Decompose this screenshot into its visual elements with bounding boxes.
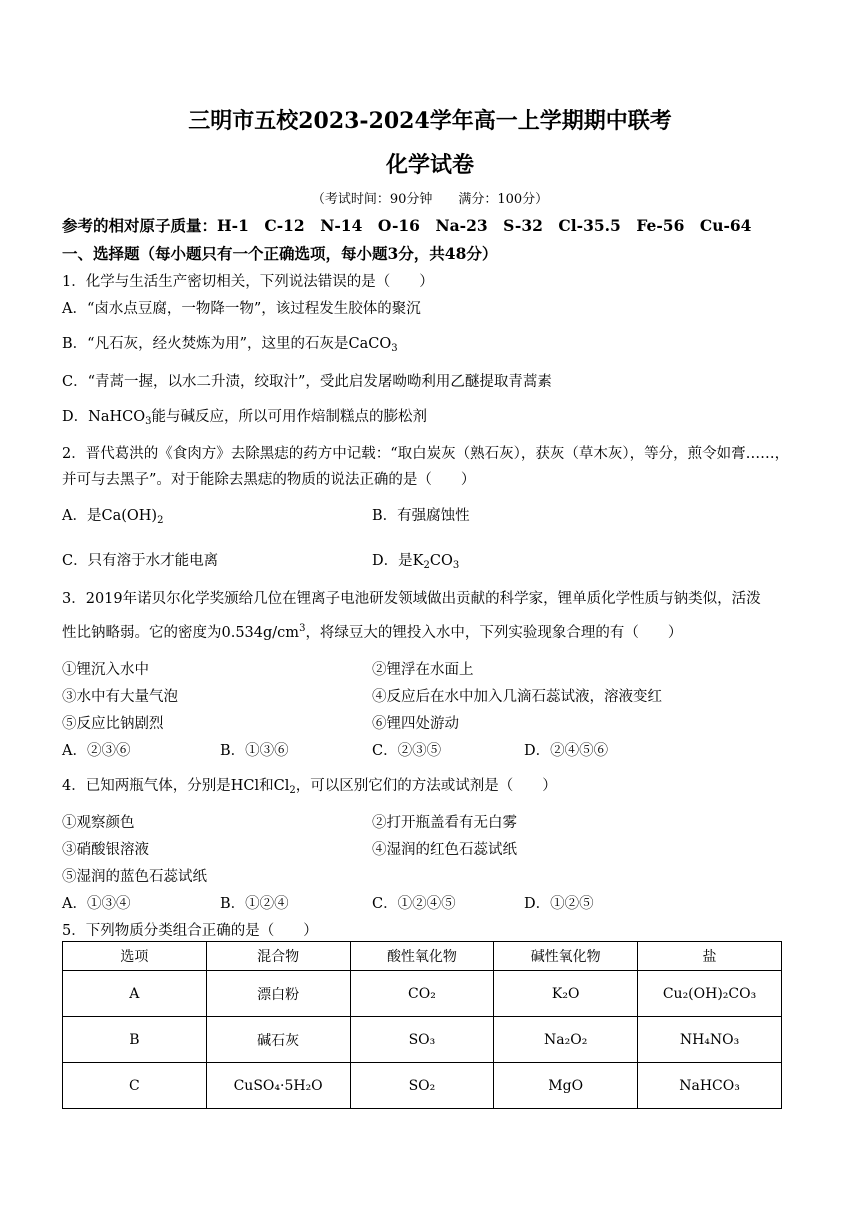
table-cell: Cu₂(OH)₂CO₃ <box>638 971 782 1017</box>
table-row <box>63 971 782 1017</box>
section-heading: 一、选择题（每小题只有一个正确选项，每小题3分，共48分） <box>62 244 498 263</box>
q3-stem-line2-pre: 性比钠略弱。它的密度为 <box>62 625 222 641</box>
table-cell: 碱石灰 <box>206 1017 350 1063</box>
q1-option-d-formula: NaHCO <box>88 409 146 425</box>
q1-option-b <box>62 332 398 353</box>
q5-stem: 5．下列物质分类组合正确的是（ ） <box>62 923 318 939</box>
q4-item-1: ①观察颜色 <box>62 815 135 831</box>
table-cell: A <box>63 971 207 1017</box>
q2-option-c: C．只有溶于水才能电离 <box>62 553 219 569</box>
q4-stem <box>62 774 557 795</box>
q3-option-c: C．②③⑤ <box>372 743 442 759</box>
q4-stem-post: ，可以区别它们的方法或试剂是（ ） <box>295 778 557 794</box>
q4-option-b: B．①②④ <box>220 896 289 912</box>
q4-item-4: ④湿润的红色石蕊试纸 <box>372 842 517 858</box>
q1-option-d <box>62 405 427 426</box>
table-row <box>63 1017 782 1063</box>
table-cell: CuSO₄·5H₂O <box>206 1063 350 1109</box>
table-cell: Na₂O₂ <box>494 1017 638 1063</box>
atomic-masses: 参考的相对原子质量：H-1 C-12 N-14 O-16 Na-23 S-32 Cl-35.5 Fe-56 Cu-64 <box>62 216 752 235</box>
q3-option-d: D．②④⑤⑥ <box>524 743 609 759</box>
table-cell: 漂白粉 <box>206 971 350 1017</box>
q4-stem-pre: 4．已知两瓶气体，分别是 <box>62 778 231 794</box>
q1-option-d-sub: 3 <box>145 416 152 427</box>
q2-stem-line1: 2．晋代葛洪的《食肉方》去除黑痣的药方中记载：“取白炭灰（熟石灰），获灰（草木灰），等分，煎令如膏……， <box>62 446 790 462</box>
table-header-cell: 混合物 <box>206 942 350 971</box>
table-row <box>63 1063 782 1109</box>
table-cell: K₂O <box>494 971 638 1017</box>
table-cell: B <box>63 1017 207 1063</box>
table-header-cell: 盐 <box>638 942 782 971</box>
q3-density: 0.534g/cm <box>221 625 300 641</box>
q3-item-4: ④反应后在水中加入几滴石蕊试液，溶液变红 <box>372 689 662 705</box>
q2-option-a-text: A．是 <box>62 508 102 524</box>
q3-item-5: ⑤反应比钠剧烈 <box>62 716 164 732</box>
q2-option-d-s2: 3 <box>452 560 460 571</box>
q4-option-a: A．①③④ <box>62 896 131 912</box>
table-cell: NaHCO₃ <box>638 1063 782 1109</box>
classification-table <box>62 941 782 1109</box>
q1-option-d-prefix: D． <box>62 409 89 425</box>
q3-item-6: ⑥锂四处游动 <box>372 716 459 732</box>
q4-stem-mid: 和 <box>259 778 274 794</box>
q3-item-3: ③水中有大量气泡 <box>62 689 178 705</box>
q2-option-d-f2: CO <box>429 553 453 569</box>
q3-stem-line2-post: ，将绿豆大的锂投入水中，下列实验现象合理的有（ ） <box>305 625 683 641</box>
q1-option-b-sub: 3 <box>391 343 398 354</box>
q3-option-b: B．①③⑥ <box>220 743 289 759</box>
table-cell: CO₂ <box>350 971 494 1017</box>
q1-option-d-text: 能与碱反应，所以可用作焙制糕点的膨松剂 <box>151 409 427 425</box>
table-cell: MgO <box>494 1063 638 1109</box>
q3-item-2: ②锂浮在水面上 <box>372 662 474 678</box>
table-cell: C <box>63 1063 207 1109</box>
table-header-cell: 碱性氧化物 <box>494 942 638 971</box>
q4-item-5: ⑤湿润的蓝色石蕊试纸 <box>62 869 207 885</box>
q4-formula-hcl: HCl <box>230 778 260 794</box>
q2-option-d-text: D．是 <box>372 553 413 569</box>
exam-subtitle: 化学试卷 <box>385 152 474 178</box>
table-cell: SO₂ <box>350 1063 494 1109</box>
q2-option-a-sub: 2 <box>157 515 164 526</box>
q2-option-d-f1: K <box>412 553 424 569</box>
exam-title: 三明市五校2023-2024学年高一上学期期中联考 <box>188 108 672 134</box>
table-header-cell: 选项 <box>63 942 207 971</box>
q4-option-d: D．①②⑤ <box>524 896 594 912</box>
q3-option-a: A．②③⑥ <box>62 743 131 759</box>
exam-info: （考试时间：90分钟 满分：100分） <box>311 192 549 207</box>
q4-item-3: ③硝酸银溶液 <box>62 842 149 858</box>
q3-stem-line2 <box>62 621 682 642</box>
q2-option-b: B．有强腐蚀性 <box>372 508 470 524</box>
q1-option-b-formula: CaCO <box>348 336 392 352</box>
q1-option-a: A．“卤水点豆腐，一物降一物”，该过程发生胶体的聚沉 <box>62 301 421 317</box>
q2-option-d-s1: 2 <box>423 560 430 571</box>
q2-option-a <box>62 504 163 525</box>
q4-formula-cl2: Cl <box>273 778 290 794</box>
table-cell: SO₃ <box>350 1017 494 1063</box>
q4-formula-cl2-sub: 2 <box>289 785 296 796</box>
q3-item-1: ①锂沉入水中 <box>62 662 149 678</box>
q4-option-c: C．①②④⑤ <box>372 896 456 912</box>
table-cell: NH₄NO₃ <box>638 1017 782 1063</box>
q1-option-c: C．“青蒿一握，以水二升渍，绞取汁”，受此启发屠呦呦利用乙醚提取青蒿素 <box>62 374 552 390</box>
table-header-cell: 酸性氧化物 <box>350 942 494 971</box>
q1-option-b-text: B．“凡石灰，经火焚炼为用”，这里的石灰是 <box>62 336 349 352</box>
q3-density-sup: 3 <box>299 623 306 635</box>
q1-stem: 1．化学与生活生产密切相关，下列说法错误的是（ ） <box>62 274 434 290</box>
q2-option-a-formula: Ca(OH) <box>101 508 158 524</box>
q3-stem-line1: 3．2019年诺贝尔化学奖颁给几位在锂离子电池研发领域做出贡献的科学家，锂单质化学性质与钠类似，活泼 <box>62 591 761 607</box>
table-header-row <box>63 942 782 971</box>
q2-option-d <box>372 549 459 570</box>
q4-item-2: ②打开瓶盖看有无白雾 <box>372 815 517 831</box>
q2-stem-line2: 并可与去黑子”。对于能除去黑痣的物质的说法正确的是（ ） <box>62 472 476 488</box>
